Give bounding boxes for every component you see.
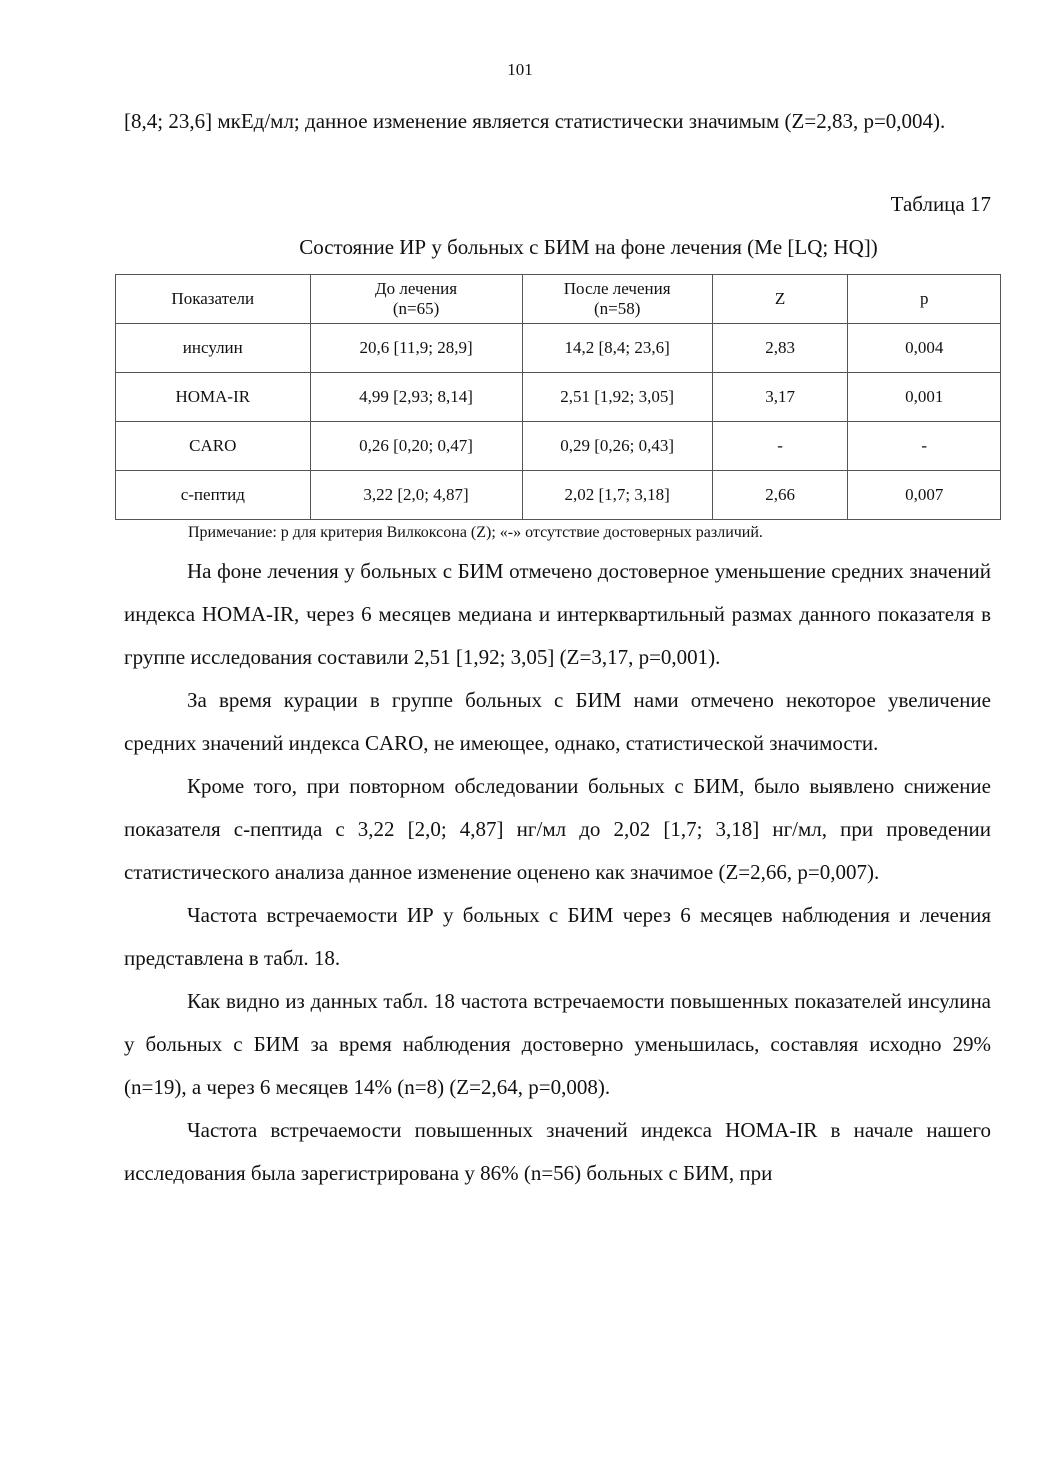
table-cell: 20,6 [11,9; 28,9]: [310, 324, 522, 373]
page-number: 101: [507, 60, 533, 79]
paragraph: Как видно из данных табл. 18 частота встречаемости повышенных показателей инсулина у больных с БИМ за время наблюдения достоверно уменьшилась, составляя исходно 29% (n=19), а через 6 месяцев 14% (n=8) (Z=2,64, p=0,008).: [124, 989, 991, 1099]
table-cell: 0,26 [0,20; 0,47]: [310, 422, 522, 471]
table-cell: инсулин: [116, 324, 311, 373]
table-row: [116, 324, 1001, 373]
table-cell: 2,66: [712, 471, 848, 520]
header-cell: Показатели: [116, 275, 311, 324]
table-cell: CARO: [116, 422, 311, 471]
table-cell: -: [712, 422, 848, 471]
table-cell: 2,51 [1,92; 3,05]: [522, 373, 712, 422]
table-label: Таблица 17: [890, 192, 991, 216]
table-cell: 3,22 [2,0; 4,87]: [310, 471, 522, 520]
table-cell: 0,29 [0,26; 0,43]: [522, 422, 712, 471]
table-cell: 2,02 [1,7; 3,18]: [522, 471, 712, 520]
table-cell: 0,004: [848, 324, 1001, 373]
intro-paragraph: [124, 100, 991, 143]
table-cell: 3,17: [712, 373, 848, 422]
table-row: [116, 373, 1001, 422]
table-cell: -: [848, 422, 1001, 471]
table-row: [116, 422, 1001, 471]
table-cell: с-пептид: [116, 471, 311, 520]
body-text: [124, 550, 991, 1195]
data-table: [115, 274, 1001, 520]
intro-text: [8,4; 23,6] мкЕд/мл; данное изменение является статистически значимым (Z=2,83, p=0,004).: [124, 109, 946, 133]
paragraph: На фоне лечения у больных с БИМ отмечено достоверное уменьшение средних значений индекса HOMA-IR, через 6 месяцев медиана и интерквартильный размах данного показателя в группе исследования составили 2,51 [1,92; 3,05] (Z=3,17, p=0,001).: [124, 559, 991, 669]
table-cell: 2,83: [712, 324, 848, 373]
header-cell: После лечения (n=58): [522, 275, 712, 324]
table-cell: 4,99 [2,93; 8,14]: [310, 373, 522, 422]
paragraph: Частота встречаемости повышенных значений индекса HOMA-IR в начале нашего исследования была зарегистрирована у 86% (n=56) больных с БИМ, при: [124, 1118, 991, 1185]
table-title: Состояние ИР у больных с БИМ на фоне лечения (Me [LQ; HQ]): [299, 235, 878, 259]
table-header-row: [116, 275, 1001, 324]
paragraph: За время курации в группе больных с БИМ нами отмечено некоторое увеличение средних значений индекса CARO, не имеющее, однако, статистической значимости.: [124, 688, 991, 755]
table-cell: 0,001: [848, 373, 1001, 422]
table-cell: 14,2 [8,4; 23,6]: [522, 324, 712, 373]
table-note: Примечание: p для критерия Вилкоксона (Z); «-» отсутствие достоверных различий.: [188, 524, 763, 541]
paragraph: Частота встречаемости ИР у больных с БИМ через 6 месяцев наблюдения и лечения представлена в табл. 18.: [124, 903, 991, 970]
table-row: [116, 471, 1001, 520]
table-cell: 0,007: [848, 471, 1001, 520]
paragraph: Кроме того, при повторном обследовании больных с БИМ, было выявлено снижение показателя с-пептида с 3,22 [2,0; 4,87] нг/мл до 2,02 [1,7; 3,18] нг/мл, при проведении статистического анализа данное изменение оценено как значимое (Z=2,66, p=0,007).: [124, 774, 991, 884]
table-cell: HOMA-IR: [116, 373, 311, 422]
header-cell: До лечения (n=65): [310, 275, 522, 324]
header-cell: Z: [712, 275, 848, 324]
header-cell: p: [848, 275, 1001, 324]
